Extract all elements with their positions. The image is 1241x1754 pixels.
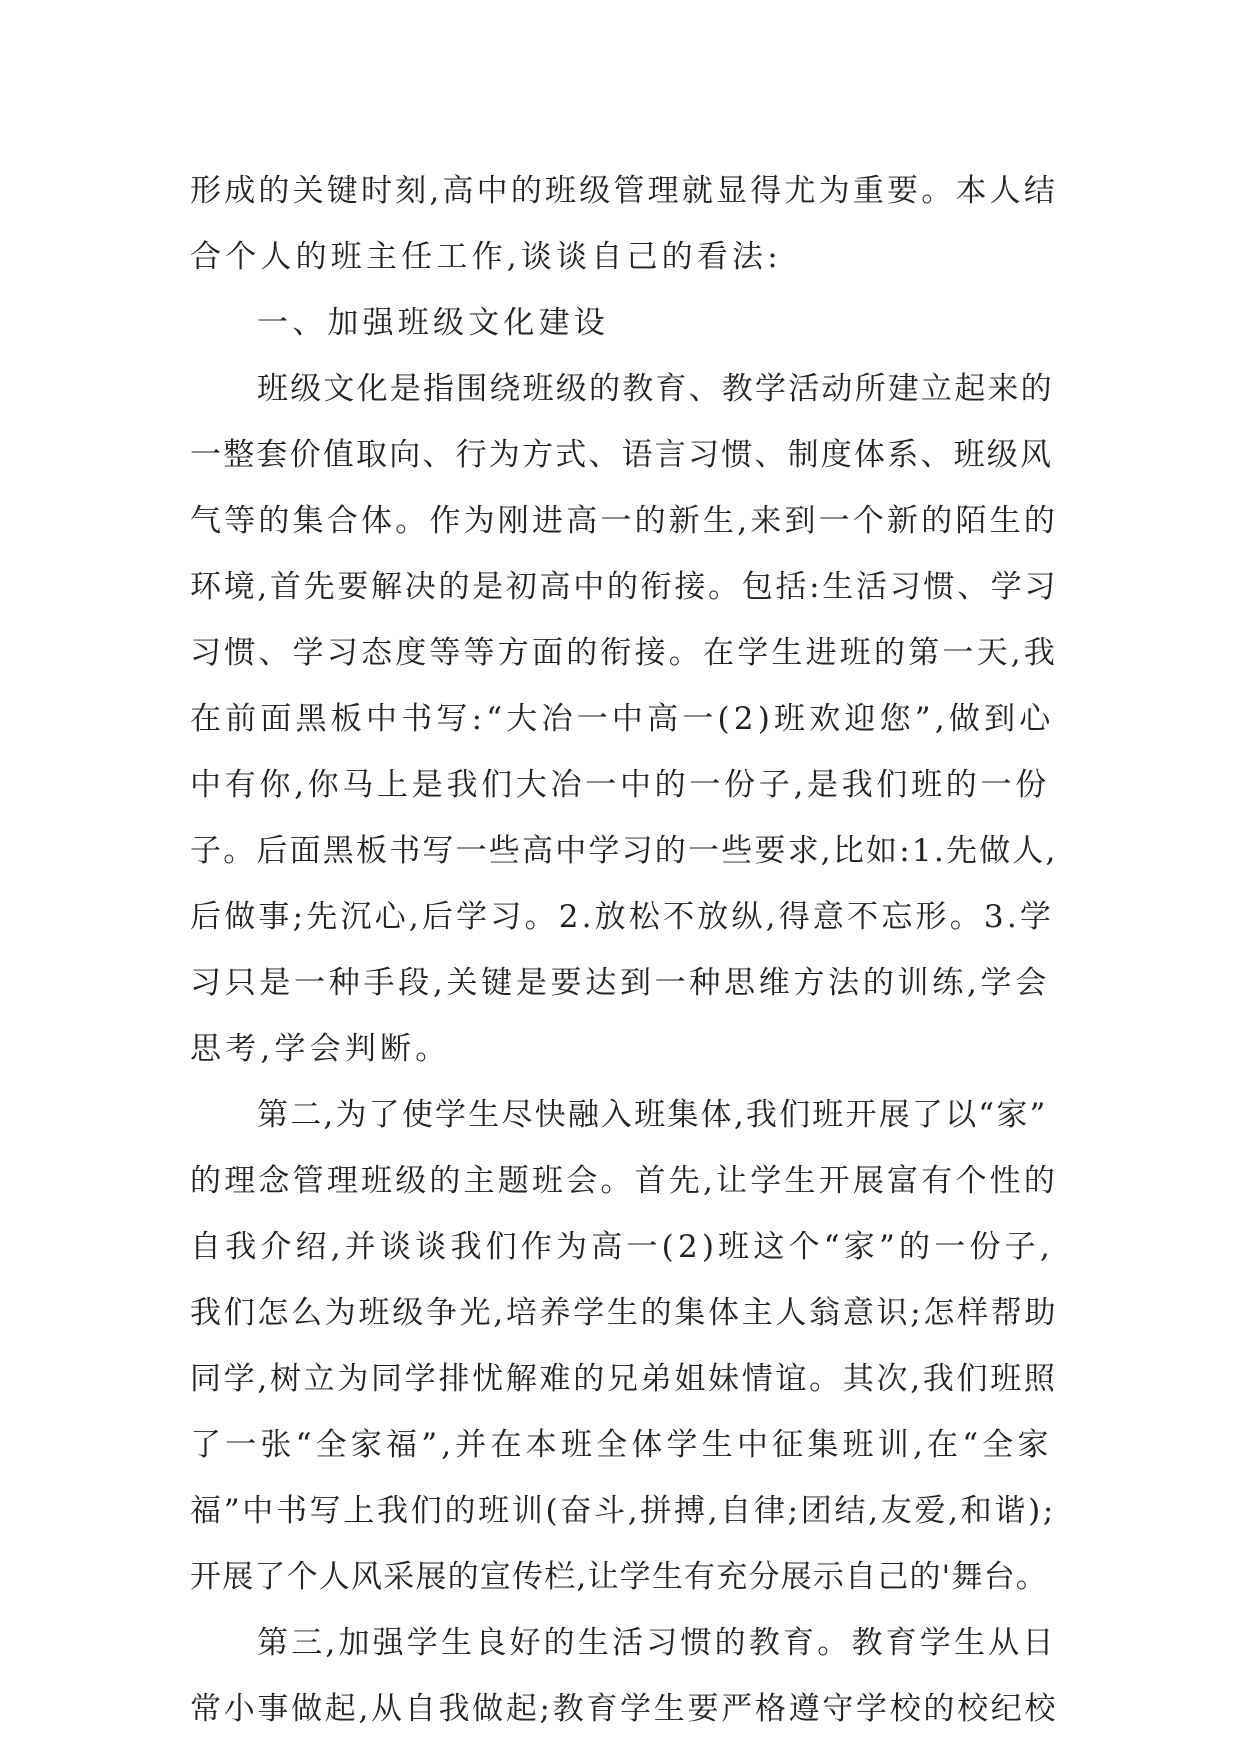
text-line: 习惯、学习态度等等方面的衔接。在学生进班的第一天,我: [190, 635, 1059, 671]
text-line: 第二,为了使学生尽快融入班集体,我们班开展了以“家”: [257, 1097, 1048, 1133]
text-line: 环境,首先要解决的是初高中的衔接。包括:生活习惯、学习: [190, 569, 1059, 605]
text-line: 子。后面黑板书写一些高中学习的一些要求,比如:1.先做人,: [190, 833, 1058, 869]
text-line: 后做事;先沉心,后学习。2.放松不放纵,得意不忘形。3.学: [190, 899, 1055, 935]
document-body: [190, 158, 1060, 1742]
text-line: 第三,加强学生良好的生活习惯的教育。教育学生从日: [257, 1625, 1057, 1661]
text-line: 同学,树立为同学排忧解难的兄弟姐妹情谊。其次,我们班照: [190, 1361, 1058, 1397]
text-line: 福”中书写上我们的班训(奋斗,拼搏,自律;团结,友爱,和谐);: [190, 1493, 1057, 1529]
text-line: 了一张“全家福”,并在本班全体学生中征集班训,在“全家: [190, 1427, 1053, 1463]
text-line: 气等的集合体。作为刚进高一的新生,来到一个新的陌生的: [190, 503, 1059, 539]
text-line: 一整套价值取向、行为方式、语言习惯、制度体系、班级风: [190, 437, 1054, 473]
text-line: 习只是一种手段,关键是要达到一种思维方法的训练,学会: [190, 965, 1050, 1001]
text-line: 思考,学会判断。: [190, 1031, 451, 1067]
text-line: 我们怎么为班级争光,培养学生的集体主人翁意识;怎样帮助: [190, 1295, 1059, 1331]
text-line: 在前面黑板中书写:“大冶一中高一(2)班欢迎您”,做到心: [190, 701, 1055, 737]
text-line: 一、加强班级文化建设: [257, 305, 609, 341]
text-line: 班级文化是指围绕班级的教育、教学活动所建立起来的: [257, 371, 1054, 407]
text-line: 常小事做起,从自我做起;教育学生要严格遵守学校的校纪校: [190, 1691, 1059, 1727]
text-line: 的理念管理班级的主题班会。首先,让学生开展富有个性的: [190, 1163, 1059, 1199]
text-line: 开展了个人风采展的宣传栏,让学生有充分展示自己的'舞台。: [190, 1559, 1048, 1595]
text-line: 形成的关键时刻,高中的班级管理就显得尤为重要。本人结: [190, 173, 1059, 209]
text-line: 合个人的班主任工作,谈谈自己的看法:: [190, 239, 782, 275]
text-line: 中有你,你马上是我们大冶一中的一份子,是我们班的一份: [190, 767, 1050, 803]
text-line: 自我介绍,并谈谈我们作为高一(2)班这个“家”的一份子,: [190, 1229, 1054, 1265]
